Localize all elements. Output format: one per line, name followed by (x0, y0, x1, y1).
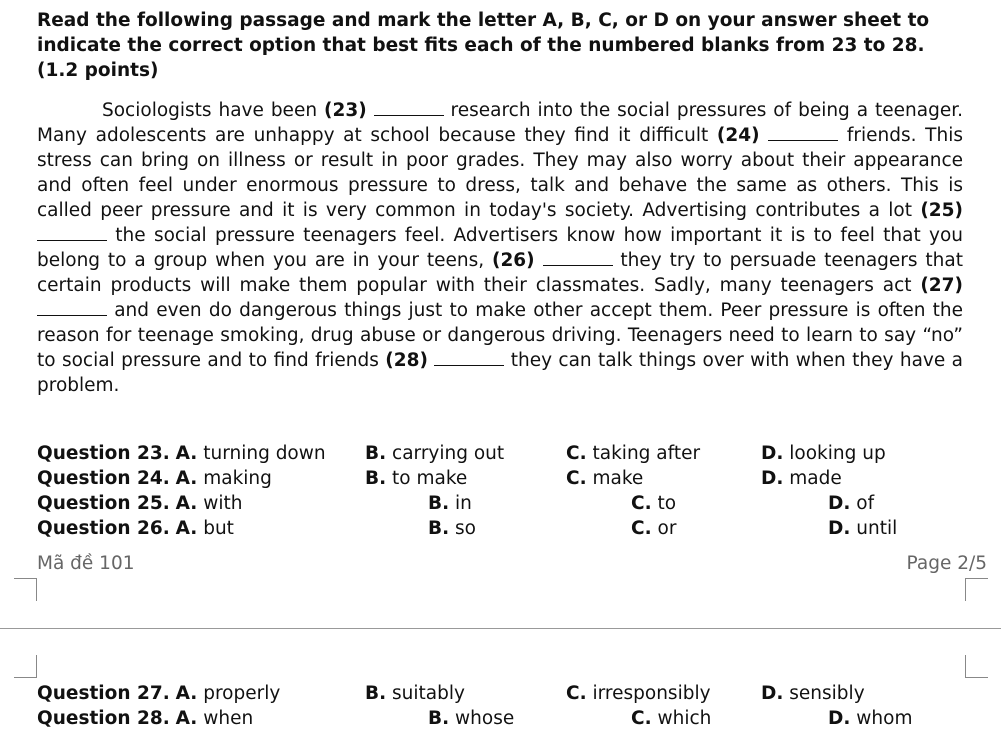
question-25 (37, 491, 967, 516)
option-a[interactable]: with (203, 493, 243, 514)
page-break-divider (0, 628, 1001, 629)
blank-number: (27) (920, 275, 963, 296)
option-letter: D. (828, 493, 851, 514)
option-letter: A. (175, 468, 198, 489)
option-b[interactable]: whose (455, 708, 515, 729)
option-b[interactable]: suitably (392, 683, 465, 704)
exam-code: Mã đề 101 (37, 553, 135, 574)
blank-26[interactable] (543, 251, 613, 266)
option-a[interactable]: making (203, 468, 272, 489)
option-letter: C. (566, 683, 587, 704)
page-number: Page 2/5 (906, 553, 987, 574)
passage-text: friends. This stress can bring on illness or result in poor grades. They may also worry about their appearance and often feel under enormous pressure to dress, talk and behave the same as others. This is called peer pressure and it is very common in today's society. Advertising contributes a lot (37, 125, 963, 221)
option-letter: B. (428, 518, 450, 539)
crop-mark (965, 655, 988, 678)
option-a[interactable]: but (203, 518, 234, 539)
option-letter: A. (175, 683, 198, 704)
question-label: Question 26. (37, 518, 170, 539)
passage-text: they try to persuade teenagers that certain products will make them popular with their classmates. Sadly, many teenagers act (37, 250, 963, 296)
passage-text: Sociologists have been (102, 100, 318, 121)
option-letter: D. (828, 708, 851, 729)
option-letter: B. (428, 493, 450, 514)
option-d[interactable]: of (856, 493, 875, 514)
option-b[interactable]: so (455, 518, 476, 539)
option-letter: C. (631, 493, 652, 514)
passage (37, 98, 963, 398)
instructions: Read the following passage and mark the letter A, B, C, or D on your answer sheet to indicate the correct option that best fits each of the numbered blanks from 23 to 28. (1.2 points) (37, 10, 930, 81)
crop-mark (965, 578, 988, 601)
passage-text: research into the social pressures of being a teenager. Many adolescents are unhappy at school because they find it difficult (37, 100, 963, 146)
question-label: Question 23. (37, 443, 170, 464)
option-a[interactable]: when (203, 708, 254, 729)
crop-mark (14, 578, 37, 601)
option-b[interactable]: carrying out (392, 443, 505, 464)
option-letter: A. (175, 493, 198, 514)
blank-23[interactable] (374, 101, 444, 116)
option-c[interactable]: make (592, 468, 644, 489)
option-letter: B. (365, 683, 387, 704)
option-letter: A. (175, 443, 198, 464)
option-letter: C. (631, 708, 652, 729)
option-letter: B. (428, 708, 450, 729)
blank-24[interactable] (768, 126, 838, 141)
option-d[interactable]: sensibly (789, 683, 865, 704)
option-d[interactable]: until (856, 518, 898, 539)
option-c[interactable]: to (657, 493, 677, 514)
blank-number: (23) (324, 100, 367, 121)
option-c[interactable]: taking after (592, 443, 701, 464)
option-d[interactable]: whom (856, 708, 913, 729)
question-label: Question 28. (37, 708, 170, 729)
blank-25[interactable] (37, 226, 107, 241)
option-b[interactable]: to make (392, 468, 468, 489)
option-letter: C. (566, 443, 587, 464)
passage-text: they can talk things over with when they have a problem. (37, 350, 963, 396)
option-a[interactable]: properly (203, 683, 281, 704)
question-23 (37, 441, 967, 466)
blank-number: (24) (716, 125, 760, 146)
option-d[interactable]: looking up (789, 443, 886, 464)
question-label: Question 24. (37, 468, 170, 489)
option-letter: A. (175, 518, 198, 539)
option-letter: D. (761, 443, 784, 464)
option-letter: C. (566, 468, 587, 489)
blank-number: (28) (385, 350, 428, 371)
option-b[interactable]: in (455, 493, 472, 514)
question-label: Question 25. (37, 493, 170, 514)
question-label: Question 27. (37, 683, 170, 704)
option-letter: D. (761, 468, 784, 489)
passage-text: the social pressure teenagers feel. Advertisers know how important it is to feel that you belong to a group when you are in your teens, (37, 225, 963, 271)
option-c[interactable]: or (657, 518, 677, 539)
option-a[interactable]: turning down (203, 443, 326, 464)
blank-number: (25) (920, 200, 963, 221)
option-letter: C. (631, 518, 652, 539)
question-26 (37, 516, 967, 541)
question-24 (37, 466, 967, 491)
question-27 (37, 681, 967, 706)
passage-text: and even do dangerous things just to make other accept them. Peer pressure is often the reason for teenage smoking, drug abuse or dangerous driving. Teenagers need to learn to say “no” to social pressure and to find friends (37, 300, 963, 371)
blank-28[interactable] (434, 351, 504, 366)
crop-mark (14, 655, 37, 678)
option-letter: D. (828, 518, 851, 539)
option-letter: B. (365, 443, 387, 464)
option-c[interactable]: irresponsibly (592, 683, 711, 704)
question-28 (37, 706, 967, 731)
option-c[interactable]: which (657, 708, 712, 729)
option-letter: D. (761, 683, 784, 704)
blank-27[interactable] (37, 301, 107, 316)
option-letter: A. (175, 708, 198, 729)
option-d[interactable]: made (789, 468, 842, 489)
option-letter: B. (365, 468, 387, 489)
blank-number: (26) (491, 250, 535, 271)
